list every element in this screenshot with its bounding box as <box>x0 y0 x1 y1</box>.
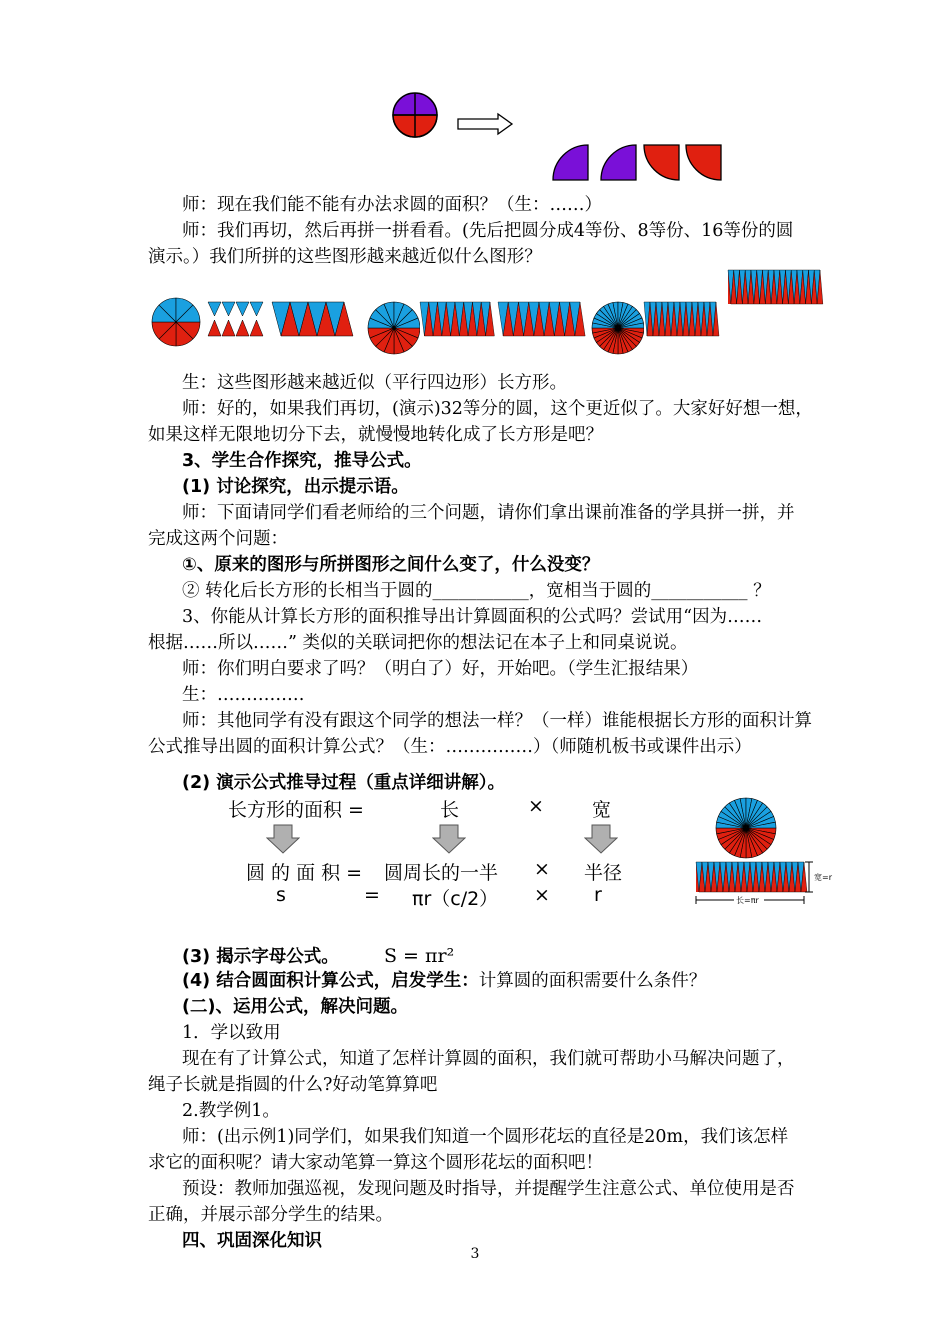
piece <box>222 320 235 336</box>
question-2: ② 转化后长方形的长相当于圆的___________，宽相当于圆的___________ ？ <box>182 581 771 601</box>
question-3-cont: 根据……所以……” 类似的关联词把你的想法记在本子上和同桌说说。 <box>148 633 688 653</box>
text-line: 预设：教师加强巡视，发现问题及时指导，并提醒学生注意公式、单位使用是否 <box>182 1179 795 1199</box>
text-line: 求它的面积呢？请大家动笔算一算这个圆形花坛的面积吧！ <box>148 1153 603 1173</box>
s-symbol: s <box>276 884 286 906</box>
text-line: 现在有了计算公式，知道了怎样计算圆的面积，我们就可帮助小马解决问题了， <box>182 1049 795 1069</box>
piece <box>236 320 249 336</box>
text-line: 师：我们再切，然后再拼一拼看看。(先后把圆分成4等份、8等份、16等份的圆 <box>182 221 794 241</box>
quarter-circle-figure <box>390 90 730 185</box>
section-heading: 四、巩固深化知识 <box>182 1231 322 1251</box>
width-label: 宽 <box>592 799 612 821</box>
half-circumference-label: 圆周长的一半 <box>384 862 499 884</box>
text-line: 师：现在我们能不能有办法求圆的面积？（生：……） <box>182 195 602 215</box>
length-label: 长 <box>440 799 460 821</box>
rect-area-label: 长方形的面积 = <box>228 799 364 821</box>
circle-segments <box>152 270 823 354</box>
down-arrow-icon <box>266 824 300 854</box>
piece <box>236 302 249 316</box>
diagram-segments <box>696 798 807 892</box>
text-line: 师：你们明白要求了吗？（明白了）好，开始吧。（学生汇报结果） <box>182 659 699 679</box>
text-line: 正确，并展示部分学生的结果。 <box>148 1205 393 1225</box>
down-arrow-icon <box>584 824 618 854</box>
circle-area-label: 圆 的 面 积 = <box>246 862 363 884</box>
times-sign: × <box>534 884 550 906</box>
text-line: 如果这样无限地切分下去，就慢慢地转化成了长方形是吧？ <box>148 425 603 445</box>
text-line: 演示。）我们所拼的这些图形越来越近似什么图形？ <box>148 247 542 267</box>
piece <box>250 320 263 336</box>
heading-normal-part: 计算圆的面积需要什么条件？ <box>478 971 707 991</box>
section-heading: (1) 讨论探究，出示提示语。 <box>182 477 409 497</box>
length-label: 长=πr <box>736 896 759 905</box>
section-heading: (二)、运用公式，解决问题。 <box>182 997 408 1017</box>
times-sign: × <box>528 795 544 817</box>
text-line: 生：…………… <box>182 685 305 705</box>
width-label: 宽=r <box>814 873 832 882</box>
text-line: 生：这些图形越来越近似（平行四边形）长方形。 <box>182 373 567 393</box>
question-1: ①、原来的图形与所拼图形之间什么变了，什么没变？ <box>182 555 600 575</box>
text-line: 师：其他同学有没有跟这个同学的想法一样？（一样）谁能根据长方形的面积计算 <box>182 711 812 731</box>
circle-to-rectangle-diagram <box>690 796 840 911</box>
question-3: 3、你能从计算长方形的面积推导出计算圆面积的公式吗？尝试用“因为…… <box>182 607 763 627</box>
piece <box>208 302 221 316</box>
text-line: 师：好的，如果我们再切，(演示)32等分的圆，这个更近似了。大家好好想一想， <box>182 399 813 419</box>
text-line: 公式推导出圆的面积计算公式？（生：……………）（师随机板书或课件出示） <box>148 737 752 757</box>
text-line: 2.教学例1。 <box>182 1101 280 1121</box>
circle-rearrangement-figure <box>150 266 830 358</box>
section-heading: (2) 演示公式推导过程（重点详细讲解）。 <box>182 773 506 793</box>
piece <box>208 320 221 336</box>
section-heading: (3) 揭示字母公式。 <box>182 947 339 967</box>
text-line: 师：(出示例1)同学们，如果我们知道一个圆形花坛的直径是20m，我们该怎样 <box>182 1127 789 1147</box>
text-line: 绳子长就是指圆的什么?好动笔算算吧 <box>148 1075 438 1095</box>
formula: S = πr² <box>384 945 455 967</box>
text-line: 1．学以致用 <box>182 1023 281 1043</box>
equals-sign: = <box>364 884 380 906</box>
text-line: 师：下面请同学们看老师给的三个问题，请你们拿出课前准备的学具拼一拼，并 <box>182 503 795 523</box>
section-heading <box>182 968 706 994</box>
down-arrow-icon <box>432 824 466 854</box>
piece <box>222 302 235 316</box>
pi-r-label: πr（c/2） <box>412 888 499 910</box>
piece <box>250 302 263 316</box>
page-number: 3 <box>470 1246 480 1262</box>
heading-bold-part: (4) 结合圆面积计算公式，启发学生： <box>182 971 479 991</box>
radius-label: 半径 <box>584 862 623 884</box>
text-line: 完成这两个问题： <box>148 529 288 549</box>
times-sign: × <box>534 858 550 880</box>
r-symbol: r <box>594 884 602 906</box>
section-heading: 3、学生合作探究，推导公式。 <box>182 451 422 471</box>
